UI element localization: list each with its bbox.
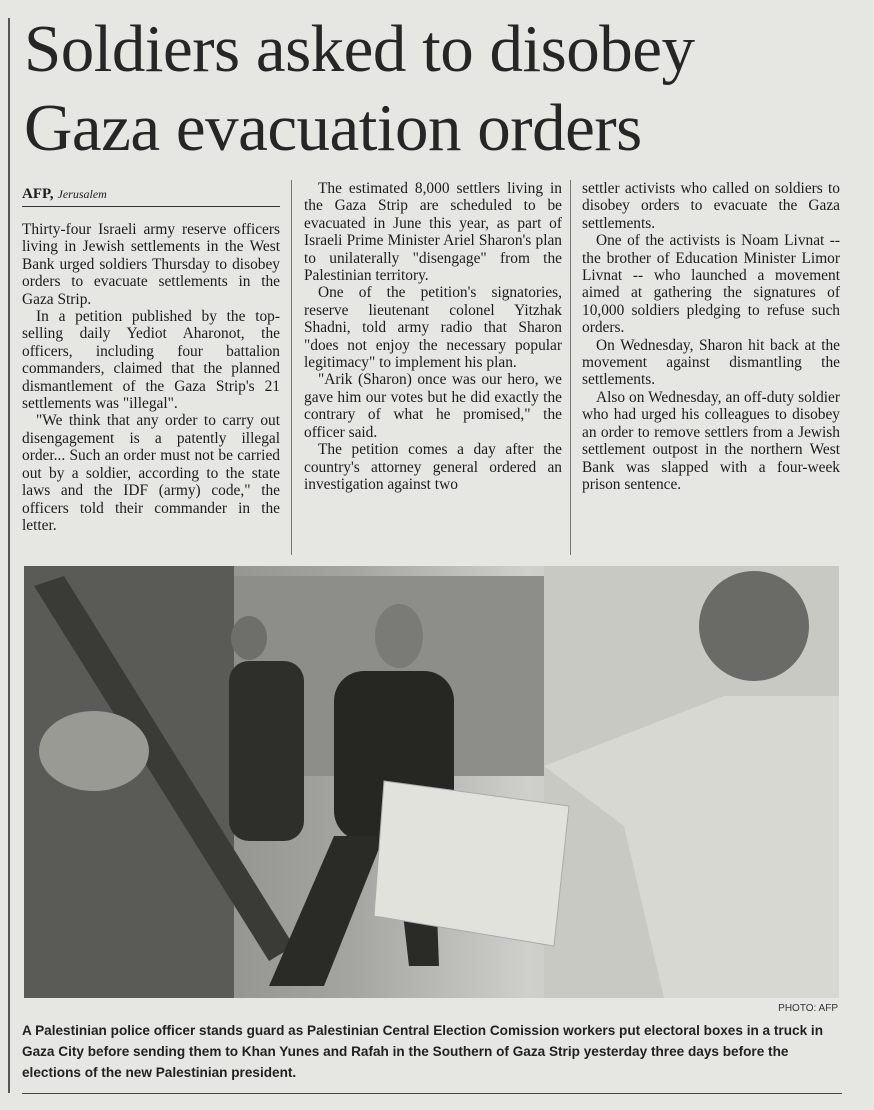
article-column-1: [22, 221, 280, 534]
worker-right-head: [699, 571, 809, 681]
paragraph: Also on Wednesday, an off-duty soldier who had urged his colleagues to disobey an order to remove settlers from a Jewish settlement outpost in the northern West Bank was slapped with a four-week prison sentence.: [582, 388, 840, 493]
worker-head: [375, 604, 423, 668]
paragraph: "Arik (Sharon) once was our hero, we gave him our votes but he did exactly the contrary of what he promised," the officer said.: [304, 371, 562, 441]
photo-illustration: [24, 566, 839, 998]
paragraph: "We think that any order to carry out disengagement is a patently illegal order... Such an order must not be carried out by a soldier, according to the state laws and the IDF (army) code," the officers told their commander in the letter.: [22, 412, 280, 534]
photo-credit: PHOTO: AFP: [778, 1003, 838, 1014]
worker-leg: [269, 836, 384, 986]
paragraph: On Wednesday, Sharon hit back at the movement against dismantling the settlements.: [582, 336, 840, 389]
bystander-head: [231, 616, 267, 660]
photo-caption: A Palestinian police officer stands guard as Palestinian Central Election Comission workers put electoral boxes in a truck in Gaza City before sending them to Khan Yunes and Rafah in the Southern of Gaza Strip yesterday three days before the elections of the new Palestinian president.: [22, 1023, 823, 1080]
paragraph: One of the petition's signatories, reserve lieutenant colonel Yitzhak Shadni, told army radio that Sharon "does not enjoy the necessary popular legitimacy" to implement his plan.: [304, 284, 562, 372]
byline-city: Jerusalem: [57, 187, 107, 201]
paragraph: The estimated 8,000 settlers living in the Gaza Strip are scheduled to be evacuated in June this year, as part of Israeli Prime Minister Ariel Sharon's plan to unilaterally "disengage" from the Palestinian territory.: [304, 180, 562, 285]
headline: [24, 10, 824, 168]
paragraph: The petition comes a day after the country's attorney general ordered an investigation against two: [304, 441, 562, 493]
column-divider: [570, 180, 571, 555]
article-column-2: [304, 180, 562, 493]
column-divider: [291, 180, 292, 555]
electoral-box: [374, 781, 569, 946]
police-officer: [24, 566, 234, 998]
bystander-body: [229, 661, 304, 841]
bottom-rule: [22, 1093, 842, 1094]
article-column-3: [582, 180, 840, 493]
news-photo: [24, 566, 839, 998]
byline: [22, 186, 280, 207]
headline-line-2: Gaza evacuation orders: [24, 91, 642, 165]
byline-agency: AFP,: [22, 186, 54, 202]
paragraph: Thirty-four Israeli army reserve officers living in Jewish settlements in the West Bank urged soldiers Thursday to disobey orders to evacuate settlements in the Gaza Strip.: [22, 221, 280, 308]
paragraph: One of the activists is Noam Livnat -- the brother of Education Minister Limor Livnat -- who launched a movement aimed at gathering the signatures of 10,000 soldiers pledging to refuse such orders.: [582, 232, 840, 337]
paragraph: settler activists who called on soldiers to disobey orders to evacuate the Gaza settlements.: [582, 180, 840, 232]
officer-hand: [39, 711, 149, 791]
paragraph: In a petition published by the top-selling daily Yediot Aharonot, the officers, including four battalion commanders, claimed that the planned dismantlement of the Gaza Strip's 21 settlements was "illegal".: [22, 308, 280, 413]
headline-line-1: Soldiers asked to disobey: [24, 12, 695, 86]
page-fold-edge: [8, 18, 10, 1093]
